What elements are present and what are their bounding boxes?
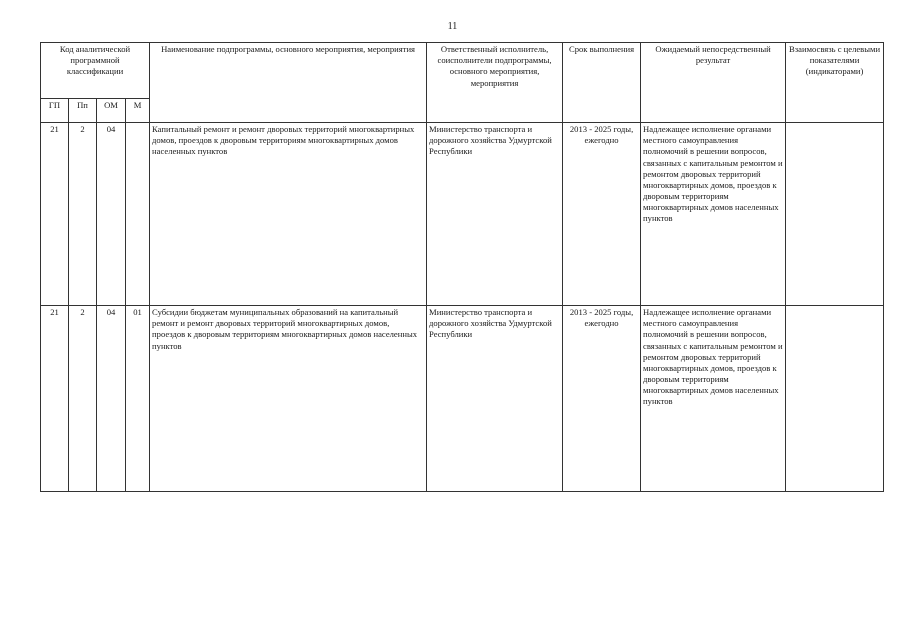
program-table [40,42,884,492]
table-row [41,306,884,492]
pp-cell: 2 [69,123,97,306]
header-row [41,43,884,99]
m-cell: 01 [126,306,150,492]
term-cell: 2013 - 2025 годы, ежегодно [563,306,641,492]
link-cell [786,306,884,492]
responsible-cell: Министерство транспорта и дорожного хозяйства Удмуртской Республики [427,123,563,306]
table-row [41,123,884,306]
pp-header: Пп [69,99,97,123]
gp-cell: 21 [41,306,69,492]
m-cell [126,123,150,306]
responsible-header: Ответственный исполнитель, соисполнители подпрограммы, основного мероприятия, мероприятия [427,43,563,123]
term-header: Срок выполнения [563,43,641,123]
gp-header: ГП [41,99,69,123]
name-cell: Субсидии бюджетам муниципальных образований на капитальный ремонт и ремонт дворовых территорий многоквартирных домов, проездов к дворовым территориям многоквартирных домов населенных пунктов [150,306,427,492]
om-header: ОМ [97,99,126,123]
pp-cell: 2 [69,306,97,492]
code-group-header: Код аналитической программной классификации [41,43,150,99]
name-header: Наименование подпрограммы, основного мероприятия, мероприятия [150,43,427,123]
om-cell: 04 [97,123,126,306]
responsible-cell: Министерство транспорта и дорожного хозяйства Удмуртской Республики [427,306,563,492]
link-cell [786,123,884,306]
result-cell: Надлежащее исполнение органами местного самоуправления полномочий в решении вопросов, связанных с капитальным ремонтом и ремонтом дворовых территорий многоквартирных домов, проездов к дворовым территориям многоквартирных домов населенных пунктов [641,123,786,306]
name-cell: Капитальный ремонт и ремонт дворовых территорий многоквартирных домов, проездов к дворовым территориям многоквартирных домов населенных пунктов [150,123,427,306]
om-cell: 04 [97,306,126,492]
page-number: 11 [447,21,458,32]
result-cell: Надлежащее исполнение органами местного самоуправления полномочий в решении вопросов, связанных с капитальным ремонтом и ремонтом дворовых территорий многоквартирных домов, проездов к дворовым территориям многоквартирных домов населенных пунктов [641,306,786,492]
gp-cell: 21 [41,123,69,306]
link-header: Взаимосвязь с целевыми показателями (индикаторами) [786,43,884,123]
term-cell: 2013 - 2025 годы, ежегодно [563,123,641,306]
m-header: М [126,99,150,123]
result-header: Ожидаемый непосредственный результат [641,43,786,123]
